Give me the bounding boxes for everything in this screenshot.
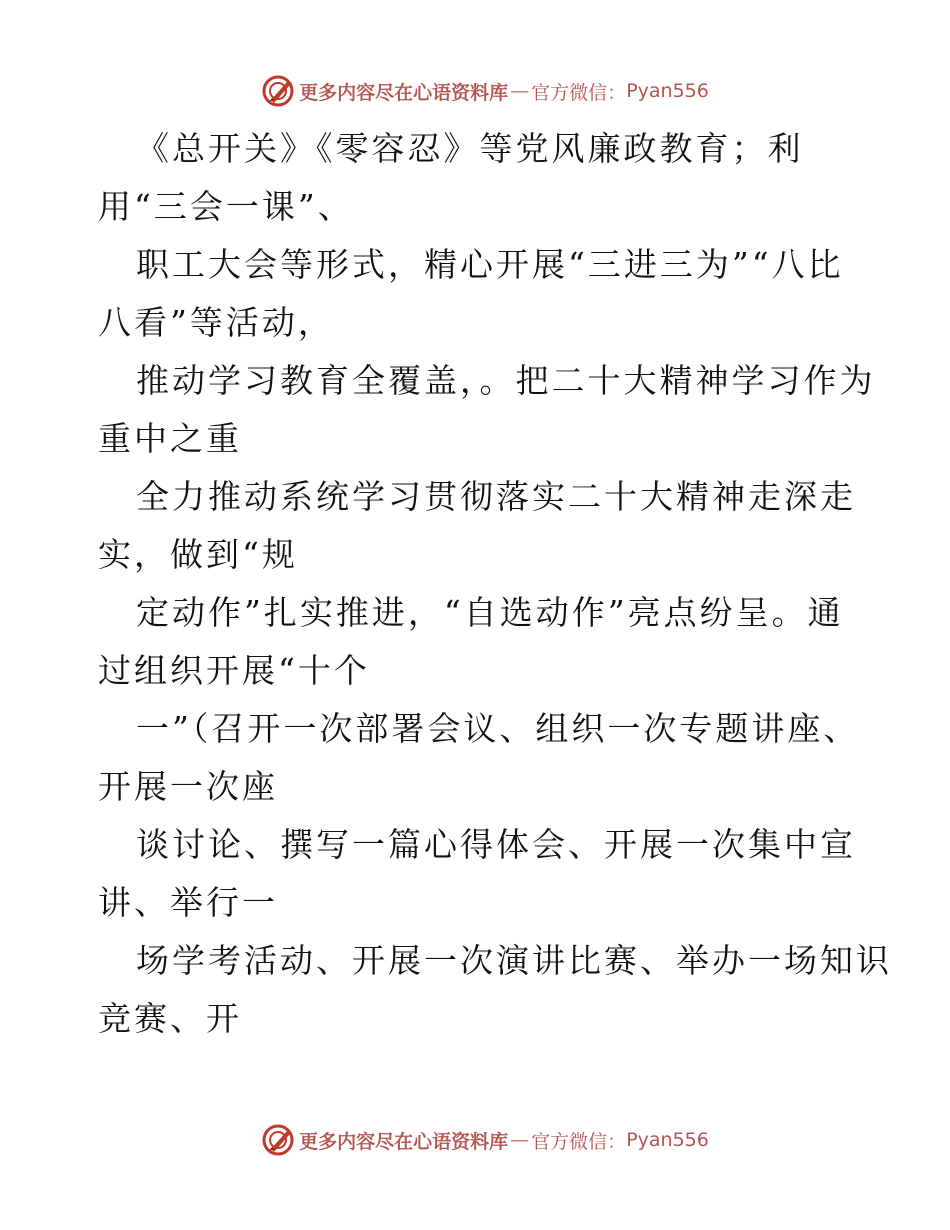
document-body	[98, 120, 892, 1048]
header-dash: —	[510, 80, 530, 102]
body-line: 重中之重	[98, 419, 242, 458]
body-line: 推动学习教育全覆盖，。把二十大精神学习作为	[136, 361, 876, 400]
body-line: 开展一次座	[98, 767, 278, 806]
body-line: 谈讨论、撰写一篇心得体会、开展一次集中宣	[136, 825, 856, 864]
header-wechat-id: Pyan556	[626, 80, 709, 102]
body-line: 过组织开展“十个	[98, 651, 370, 690]
footer-banner	[0, 1120, 950, 1160]
header-banner	[0, 71, 950, 111]
body-line: 竞赛、开	[98, 999, 242, 1038]
body-line: 一”（召开一次部署会议、组织一次专题讲座、	[136, 709, 860, 748]
body-line: 定动作”扎实推进，“自选动作”亮点纷呈。通	[136, 593, 844, 632]
header-site-text: 更多内容尽在心语资料库	[299, 81, 509, 104]
footer-banner-content	[261, 1123, 709, 1157]
footer-site-text: 更多内容尽在心语资料库	[299, 1130, 509, 1153]
body-line: 用“三会一课”、	[98, 187, 354, 226]
pen-logo-icon	[261, 74, 295, 108]
header-banner-content	[261, 74, 709, 108]
body-line: 职工大会等形式，精心开展“三进三为”“八比	[136, 245, 844, 284]
footer-dash: —	[510, 1129, 530, 1151]
pen-logo-icon	[261, 1123, 295, 1157]
body-line: 全力推动系统学习贯彻落实二十大精神走深走	[136, 477, 856, 516]
body-line: 《总开关》《零容忍》等党风廉政教育；利	[136, 129, 804, 168]
body-line: 实，做到“规	[98, 535, 298, 574]
header-wechat-label: 官方微信：	[531, 81, 627, 104]
body-line: 讲、举行一	[98, 883, 278, 922]
footer-wechat-id: Pyan556	[626, 1129, 709, 1151]
footer-wechat-label: 官方微信：	[531, 1130, 627, 1153]
body-line: 场学考活动、开展一次演讲比赛、举办一场知识	[136, 941, 892, 980]
body-line: 八看”等活动，	[98, 303, 334, 342]
